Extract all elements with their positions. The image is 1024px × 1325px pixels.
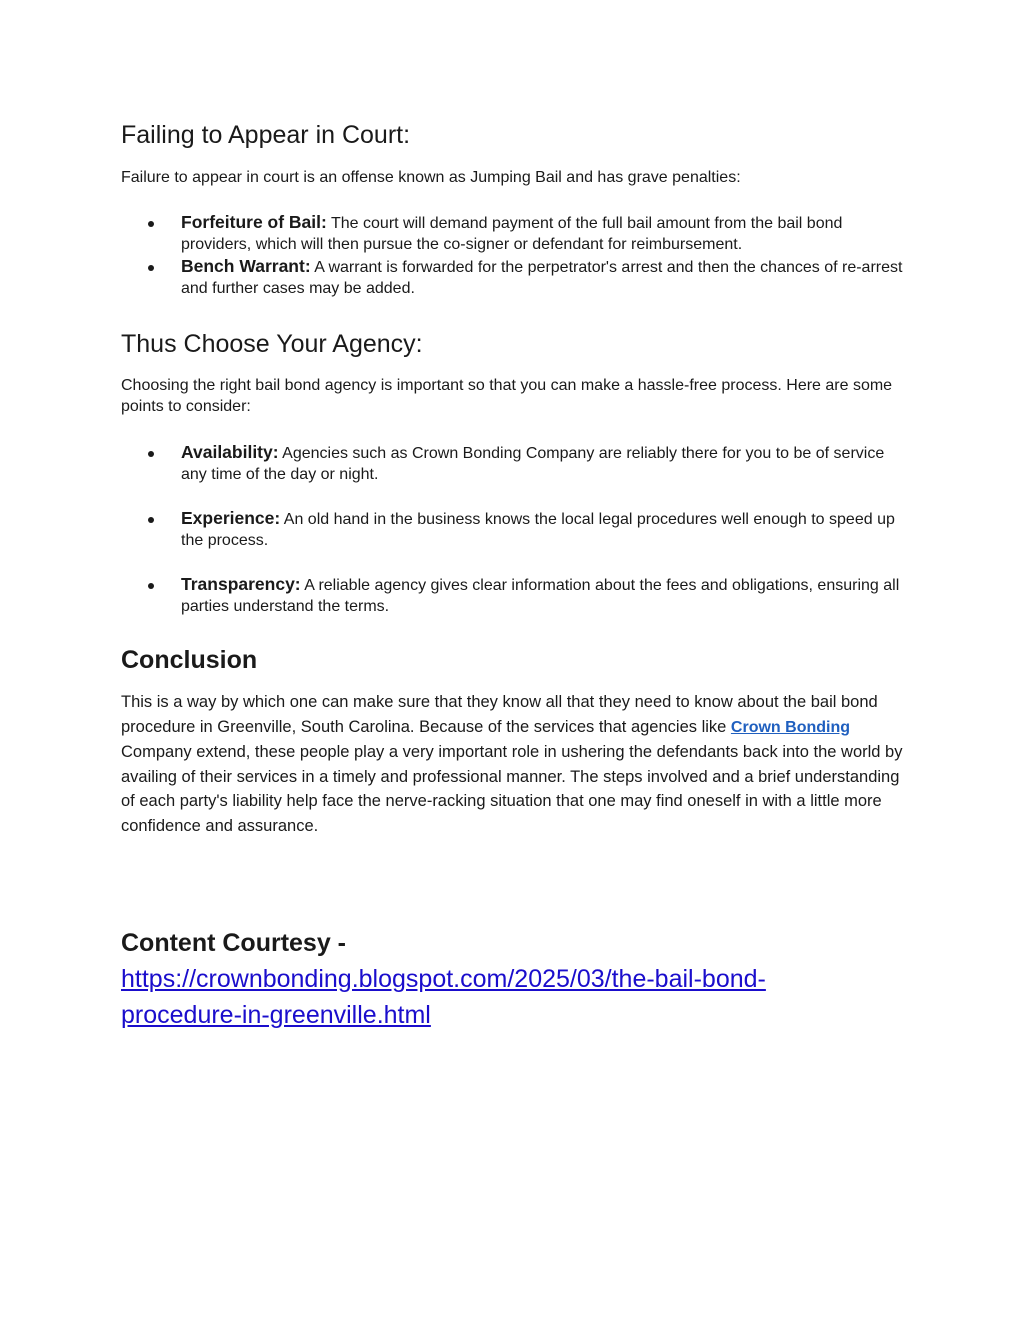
- content-courtesy: [121, 925, 841, 1033]
- list-item-text: A reliable agency gives clear information about the fees and obligations, ensuring all parties understand the terms.: [181, 577, 900, 615]
- list-item: [121, 574, 911, 617]
- list-item: [121, 256, 911, 299]
- conclusion-text-after: Company extend, these people play a very important role in ushering the defendants back into the world by availing of their services in a timely and professional manner. The steps involved and a brief understanding of each party's liability help face the nerve-racking situation that one may find oneself in with a little more confidence and assurance.: [121, 743, 903, 835]
- conclusion-paragraph: [121, 690, 911, 838]
- bullet-icon: [148, 221, 154, 227]
- list-item-term: Forfeiture of Bail:: [181, 212, 327, 232]
- list-item-term: Availability:: [181, 442, 279, 462]
- penalties-list: [121, 212, 911, 299]
- list-item-term: Bench Warrant:: [181, 256, 311, 276]
- section1-intro: Failure to appear in court is an offense known as Jumping Bail and has grave penalties:: [121, 169, 741, 186]
- heading-conclusion: Conclusion: [121, 646, 258, 674]
- section2-intro: Choosing the right bail bond agency is important so that you can make a hassle-free process. Here are some points to consider:: [121, 377, 893, 415]
- bullet-icon: [148, 451, 154, 457]
- list-item: [121, 442, 911, 485]
- list-item-text: An old hand in the business knows the local legal procedures well enough to speed up the process.: [181, 511, 895, 549]
- list-item-text: Agencies such as Crown Bonding Company are reliably there for you to be of service any time of the day or night.: [181, 445, 885, 483]
- agency-points-list: [121, 442, 911, 617]
- courtesy-label: Content Courtesy -: [121, 929, 346, 957]
- list-item-term: Experience:: [181, 508, 281, 528]
- bullet-icon: [148, 583, 154, 589]
- bullet-icon: [148, 265, 154, 271]
- courtesy-url-link[interactable]: https://crownbonding.blogspot.com/2025/03/the-bail-bond-procedure-in-greenville.html: [121, 965, 766, 1029]
- crown-bonding-link[interactable]: Crown Bonding: [730, 718, 851, 736]
- list-item: [121, 508, 911, 551]
- heading-failing-to-appear: Failing to Appear in Court:: [121, 121, 411, 149]
- list-item-text: A warrant is forwarded for the perpetrator's arrest and then the chances of re-arrest and further cases may be added.: [181, 259, 903, 297]
- bullet-icon: [148, 517, 154, 523]
- list-item-term: Transparency:: [181, 574, 301, 594]
- heading-choose-agency: Thus Choose Your Agency:: [121, 330, 423, 358]
- conclusion-text-before: This is a way by which one can make sure that they know all that they need to know about the bail bond procedure in Greenville, South Carolina. Because of the services that agencies like: [121, 693, 878, 736]
- list-item: [121, 212, 911, 255]
- list-item-text: The court will demand payment of the full bail amount from the bail bond providers, which will then pursue the co-signer or defendant for reimbursement.: [181, 215, 843, 253]
